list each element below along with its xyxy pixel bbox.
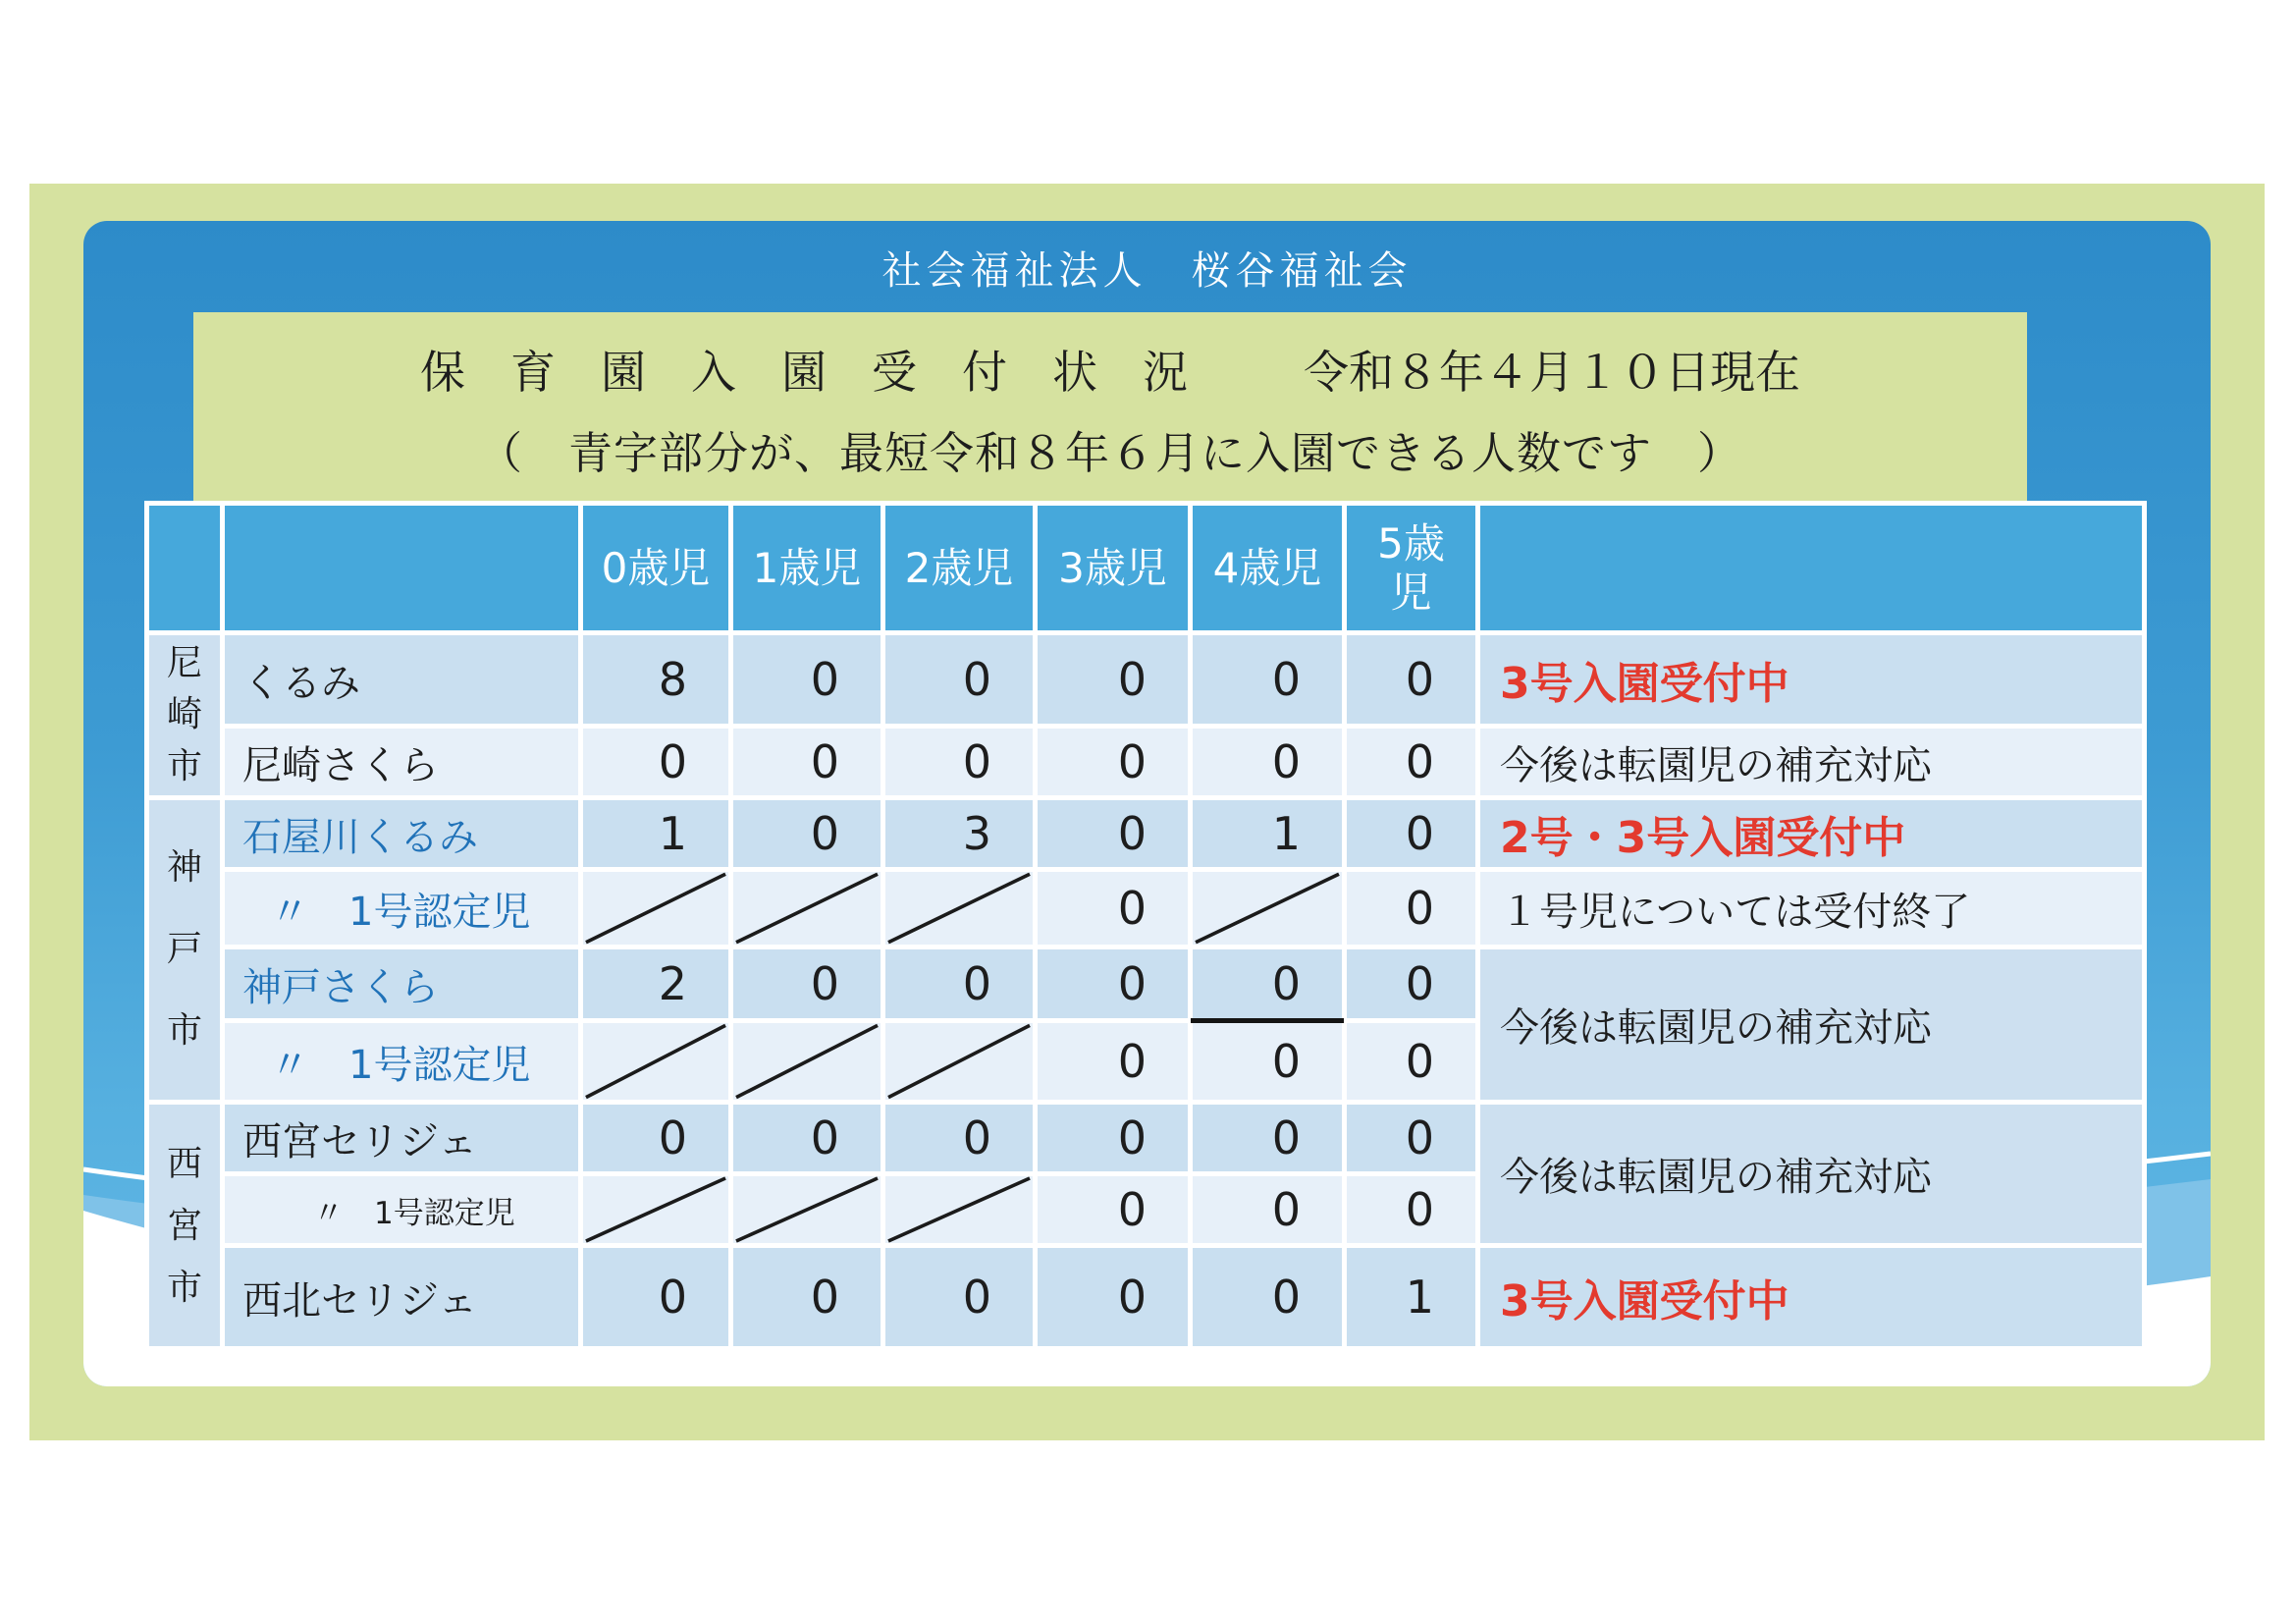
diagonal-slash-icon bbox=[583, 1023, 728, 1100]
value-cell: 0 bbox=[1347, 800, 1475, 867]
blue-panel bbox=[83, 221, 2211, 1386]
value-cell: 1 bbox=[1347, 1248, 1475, 1346]
value-cell: 0 bbox=[1038, 729, 1188, 795]
diagonal-slash-icon bbox=[733, 1023, 881, 1100]
value-cell: 0 bbox=[1193, 1105, 1342, 1171]
value-cell: 0 bbox=[1193, 729, 1342, 795]
note-cell-merged: 今後は転園児の補充対応 bbox=[1480, 949, 2142, 1100]
value-cell: 0 bbox=[733, 1248, 881, 1346]
value-cell: 0 bbox=[1038, 1023, 1188, 1100]
green-frame bbox=[29, 184, 2265, 1440]
enrollment-status-table bbox=[144, 501, 2147, 1351]
value-cell: 0 bbox=[885, 949, 1033, 1018]
value-cell: 0 bbox=[1038, 1176, 1188, 1243]
value-cell bbox=[583, 1023, 728, 1100]
diagonal-slash-icon bbox=[1193, 872, 1342, 945]
page-title: 保 育 園 入 園 受 付 状 況 bbox=[420, 345, 1188, 399]
value-cell: 0 bbox=[885, 1105, 1033, 1171]
header-cell-city bbox=[149, 506, 220, 630]
value-cell: 0 bbox=[1038, 1105, 1188, 1171]
diagonal-slash-icon bbox=[885, 1023, 1033, 1100]
header-cell-age-2: 2歳児 bbox=[885, 506, 1033, 630]
as-of-date: 令和８年４月１０日現在 bbox=[1304, 345, 1800, 399]
title-band bbox=[193, 312, 2027, 505]
note-cell: 今後は転園児の補充対応 bbox=[1480, 729, 2142, 795]
value-cell: 0 bbox=[885, 729, 1033, 795]
value-cell: 2 bbox=[583, 949, 728, 1018]
school-name: 〃 1号認定児 bbox=[225, 872, 578, 945]
school-name: 〃 1号認定児 bbox=[225, 1176, 578, 1243]
note-cell: 3号入園受付中 bbox=[1480, 635, 2142, 724]
header-cell-age-0: 0歳児 bbox=[583, 506, 728, 630]
value-cell: 0 bbox=[885, 1248, 1033, 1346]
organization-title: 社会福祉法人 桜谷福祉会 bbox=[881, 247, 1413, 294]
band-title-row bbox=[420, 337, 1800, 402]
header-cell-age-1: 1歳児 bbox=[733, 506, 881, 630]
header-cell-age-5: 5歳児 bbox=[1347, 506, 1475, 630]
value-cell bbox=[733, 1023, 881, 1100]
school-name: 西北セリジェ bbox=[225, 1248, 578, 1346]
value-cell: 0 bbox=[1347, 949, 1475, 1018]
diagonal-slash-icon bbox=[733, 1176, 881, 1243]
value-cell: 0 bbox=[1347, 1023, 1475, 1100]
value-cell: 0 bbox=[1347, 1105, 1475, 1171]
note-cell-merged: 今後は転園児の補充対応 bbox=[1480, 1105, 2142, 1243]
value-cell: 0 bbox=[1347, 1176, 1475, 1243]
header-cell-name bbox=[225, 506, 578, 630]
value-cell bbox=[733, 872, 881, 945]
value-cell: 0 bbox=[733, 729, 881, 795]
value-cell: 0 bbox=[1038, 1248, 1188, 1346]
value-cell: 0 bbox=[1038, 635, 1188, 724]
city-label-kobe: 神戸市 bbox=[149, 800, 220, 1100]
value-cell bbox=[583, 872, 728, 945]
value-cell: 0 bbox=[1193, 949, 1342, 1018]
value-cell: 3 bbox=[885, 800, 1033, 867]
value-cell: 0 bbox=[583, 1105, 728, 1171]
value-cell: 0 bbox=[1193, 635, 1342, 724]
diagonal-slash-icon bbox=[885, 872, 1033, 945]
school-name: 神戸さくら bbox=[225, 949, 578, 1018]
school-name: 石屋川くるみ bbox=[225, 800, 578, 867]
value-cell: 0 bbox=[1038, 949, 1188, 1018]
note-cell: 3号入園受付中 bbox=[1480, 1248, 2142, 1346]
school-name: 西宮セリジェ bbox=[225, 1105, 578, 1171]
value-cell: 0 bbox=[1347, 729, 1475, 795]
value-cell bbox=[885, 1176, 1033, 1243]
value-cell: 0 bbox=[1038, 872, 1188, 945]
school-name: 〃 1号認定児 bbox=[225, 1023, 578, 1100]
diagonal-slash-icon bbox=[583, 872, 728, 945]
note-cell: 2号・3号入園受付中 bbox=[1480, 800, 2142, 867]
header-cell-age-4: 4歳児 bbox=[1193, 506, 1342, 630]
diagonal-slash-icon bbox=[583, 1176, 728, 1243]
school-name: くるみ bbox=[225, 635, 578, 724]
value-cell: 0 bbox=[733, 635, 881, 724]
city-label-amagasaki: 尼崎市 bbox=[149, 635, 220, 795]
diagonal-slash-icon bbox=[733, 872, 881, 945]
value-cell: 0 bbox=[1347, 872, 1475, 945]
value-cell: 0 bbox=[1038, 800, 1188, 867]
header-cell-notes bbox=[1480, 506, 2142, 630]
value-cell: 0 bbox=[733, 949, 881, 1018]
value-cell bbox=[885, 872, 1033, 945]
value-cell: 0 bbox=[1193, 1176, 1342, 1243]
school-name: 尼崎さくら bbox=[225, 729, 578, 795]
value-cell bbox=[583, 1176, 728, 1243]
header-cell-age-3: 3歳児 bbox=[1038, 506, 1188, 630]
value-cell: 0 bbox=[733, 1105, 881, 1171]
value-cell: 0 bbox=[1347, 635, 1475, 724]
value-cell bbox=[733, 1176, 881, 1243]
page-subtitle: （ 青字部分が、最短令和８年６月に入園できる人数です ） bbox=[477, 426, 1742, 479]
value-cell bbox=[885, 1023, 1033, 1100]
note-cell: １号児については受付終了 bbox=[1480, 872, 2142, 945]
value-cell bbox=[1193, 872, 1342, 945]
value-cell: 0 bbox=[885, 635, 1033, 724]
value-cell: 0 bbox=[1193, 1023, 1342, 1100]
value-cell: 0 bbox=[733, 800, 881, 867]
value-cell: 1 bbox=[1193, 800, 1342, 867]
value-cell: 8 bbox=[583, 635, 728, 724]
value-cell: 1 bbox=[583, 800, 728, 867]
value-cell: 0 bbox=[583, 1248, 728, 1346]
diagonal-slash-icon bbox=[885, 1176, 1033, 1243]
value-cell: 0 bbox=[1193, 1248, 1342, 1346]
value-cell: 0 bbox=[583, 729, 728, 795]
city-label-nishinomiya: 西宮市 bbox=[149, 1105, 220, 1346]
